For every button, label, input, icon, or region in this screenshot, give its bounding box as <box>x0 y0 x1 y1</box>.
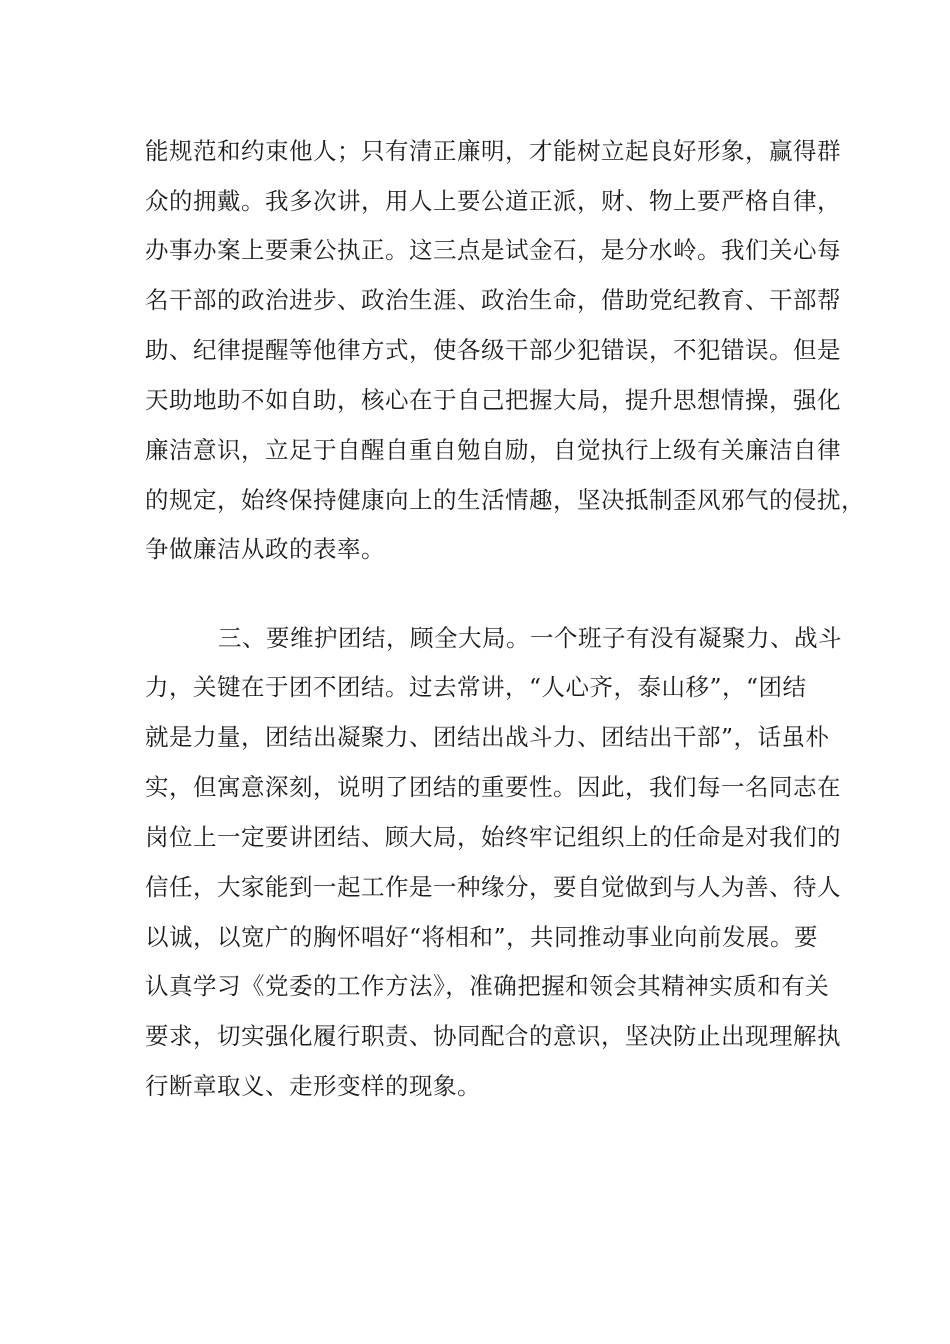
text-line: 能规范和约束他人；只有清正廉明，才能树立起良好形象，赢得群 <box>145 137 841 165</box>
text-line: 争做廉洁从政的表率。 <box>145 535 385 563</box>
text-line: 行断章取义、走形变样的现象。 <box>145 1072 481 1100</box>
text-line: 岗位上一定要讲团结、顾大局，始终牢记组织上的任命是对我们的 <box>145 823 841 851</box>
text-line: 要求，切实强化履行职责、协同配合的意识，坚决防止出现理解执 <box>145 1022 841 1050</box>
text-line: 天助地助不如自助，核心在于自己把握大局，提升思想情操，强化 <box>145 386 841 414</box>
text-line: 助、纪律提醒等他律方式，使各级干部少犯错误，不犯错误。但是 <box>145 336 841 364</box>
text-line: 力，关键在于团不团结。过去常讲，“人心齐，泰山移”，“团结 <box>145 673 807 701</box>
text-line: 就是力量，团结出凝聚力、团结出战斗力、团结出干部”，话虽朴 <box>145 723 830 751</box>
text-line: 办事办案上要秉公执正。这三点是试金石，是分水岭。我们关心每 <box>145 236 841 264</box>
text-line: 以诚，以宽广的胸怀唱好“将相和”，共同推动事业向前发展。要 <box>145 923 819 951</box>
text-line: 廉洁意识，立足于自醒自重自勉自励，自觉执行上级有关廉洁自律 <box>145 436 841 464</box>
text-line: 信任，大家能到一起工作是一种缘分，要自觉做到与人为善、待人 <box>145 873 841 901</box>
text-line: 实，但寓意深刻，说明了团结的重要性。因此，我们每一名同志在 <box>145 773 841 801</box>
text-line: 认真学习《党委的工作方法》，准确把握和领会其精神实质和有关 <box>145 972 830 1000</box>
text-line: 众的拥戴。我多次讲，用人上要公道正派，财、物上要严格自律， <box>145 187 841 215</box>
text-line: 名干部的政治进步、政治生涯、政治生命，借助党纪教育、干部帮 <box>145 286 841 314</box>
text-line: 三、要维护团结，顾全大局。一个班子有没有凝聚力、战斗 <box>218 624 842 652</box>
text-line: 的规定，始终保持健康向上的生活情趣，坚决抵制歪风邪气的侵扰， <box>145 486 865 514</box>
